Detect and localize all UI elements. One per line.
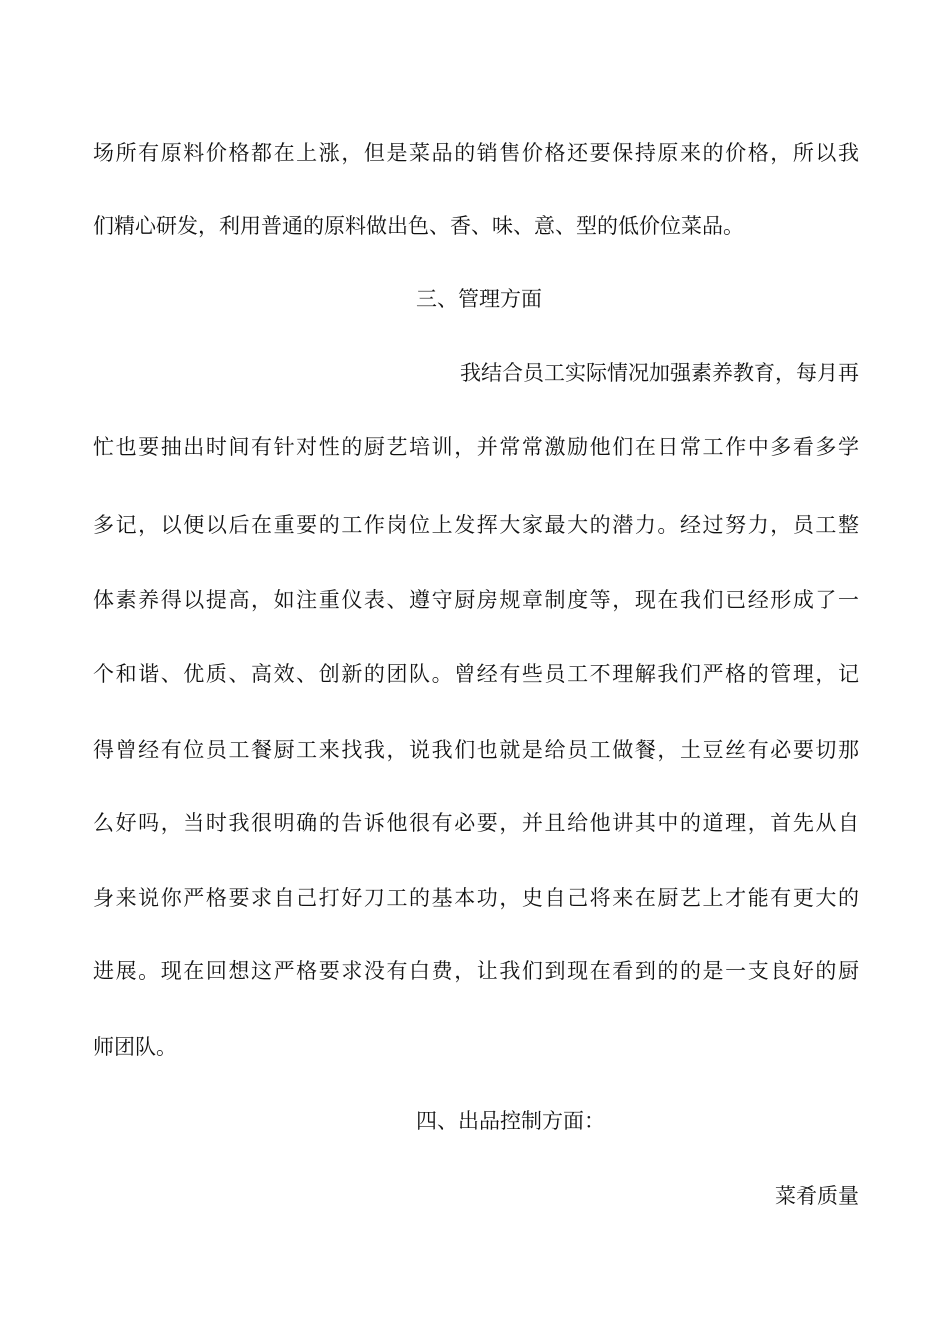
paragraph-line: 体素养得以提高，如注重仪表、遵守厨房规章制度等，现在我们已经形成了一	[93, 588, 859, 612]
paragraph-line: 们精心研发，利用普通的原料做出色、香、味、意、型的低价位菜品。	[93, 214, 744, 238]
section-heading: 三、管理方面	[416, 287, 542, 311]
paragraph-line: 场所有原料价格都在上涨，但是菜品的销售价格还要保持原来的价格，所以我	[93, 141, 859, 165]
subheading: 菜肴质量	[775, 1184, 859, 1208]
paragraph-line: 个和谐、优质、高效、创新的团队。曾经有些员工不理解我们严格的管理，记	[93, 662, 859, 686]
paragraph-line: 多记，以便以后在重要的工作岗位上发挥大家最大的潜力。经过努力，员工整	[93, 513, 859, 537]
paragraph-line: 得曾经有位员工餐厨工来找我，说我们也就是给员工做餐，土豆丝有必要切那	[93, 738, 859, 762]
section-heading: 四、出品控制方面：	[416, 1109, 605, 1133]
paragraph-line: 身来说你严格要求自己打好刀工的基本功，史自己将来在厨艺上才能有更大的	[93, 886, 859, 910]
paragraph-line: 么好吗，当时我很明确的告诉他很有必要，并且给他讲其中的道理，首先从自	[93, 811, 859, 835]
paragraph-line: 忙也要抽出时间有针对性的厨艺培训，并常常激励他们在日常工作中多看多学	[93, 435, 859, 459]
paragraph-line: 师团队。	[93, 1035, 177, 1059]
paragraph-line: 进展。现在回想这严格要求没有白费，让我们到现在看到的的是一支良好的厨	[93, 959, 859, 983]
paragraph-line: 我结合员工实际情况加强素养教育，每月再	[460, 361, 859, 385]
